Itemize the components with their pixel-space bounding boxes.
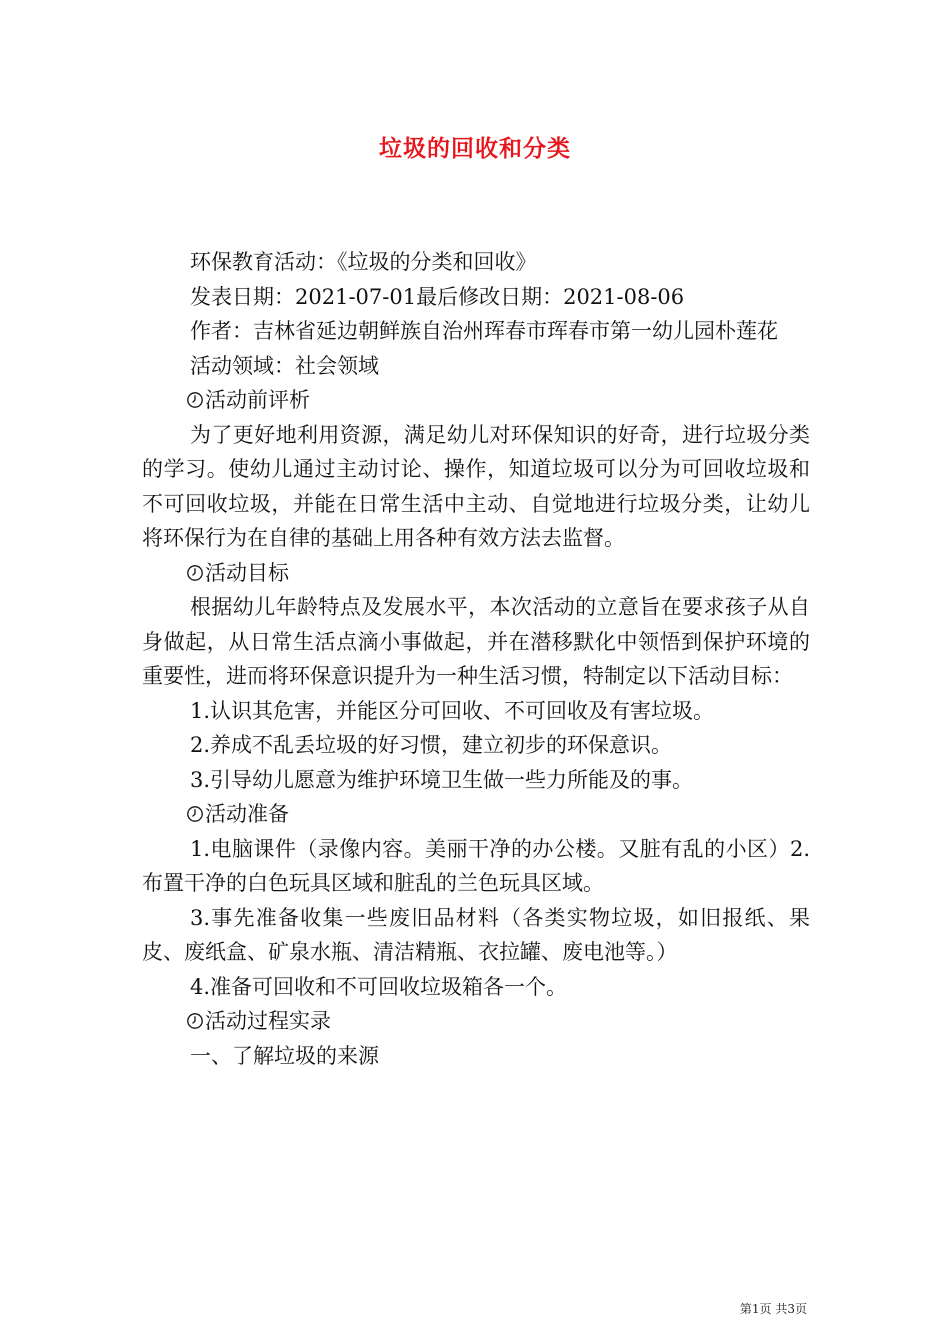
clock-bullet-icon [186, 564, 204, 582]
list-item: 3.事先准备收集一些废旧品材料（各类实物垃圾，如旧报纸、果皮、废纸盒、矿泉水瓶、清洁精瓶、衣拉罐、废电池等。） [142, 905, 810, 964]
paragraph: 发表日期：2021-07-01最后修改日期：2021-08-06 [190, 284, 685, 309]
clock-bullet-icon [186, 805, 204, 823]
section-heading: 活动过程实录 [142, 1004, 810, 1039]
page-number-footer: 第1页 共3页 [739, 1302, 807, 1316]
clock-bullet-icon [186, 391, 204, 409]
list-item: 3.引导幼儿愿意为维护环境卫生做一些力所能及的事。 [190, 767, 694, 792]
document-title: 垃圾的回收和分类 [379, 136, 571, 162]
paragraph: 根据幼儿年龄特点及发展水平，本次活动的立意旨在要求孩子从自身做起，从日常生活点滴小事做起，并在潜移默化中领悟到保护环境的重要性，进而将环保意识提升为一种生活习惯，特制定以下活动目标： [142, 595, 810, 688]
section-heading: 活动目标 [142, 556, 810, 591]
clock-bullet-icon [186, 1012, 204, 1030]
section-heading: 活动前评析 [142, 383, 810, 418]
list-item: 1.电脑课件（录像内容。美丽干净的办公楼。又脏有乱的小区）2.布置干净的白色玩具区域和脏乱的兰色玩具区域。 [142, 836, 810, 895]
paragraph: 活动领域：社会领域 [190, 353, 379, 378]
section-heading: 活动准备 [142, 797, 810, 832]
paragraph: 作者：吉林省延边朝鲜族自治州珲春市珲春市第一幼儿园朴莲花 [190, 319, 778, 343]
document-body [142, 245, 810, 1073]
list-item: 2.养成不乱丢垃圾的好习惯，建立初步的环保意识。 [190, 733, 673, 757]
paragraph: 一、了解垃圾的来源 [190, 1043, 379, 1068]
list-item: 4.准备可回收和不可回收垃圾箱各一个。 [190, 974, 568, 999]
list-item: 1.认识其危害，并能区分可回收、不可回收及有害垃圾。 [190, 698, 715, 723]
paragraph: 环保教育活动：《垃圾的分类和回收》 [190, 250, 537, 274]
paragraph: 为了更好地利用资源，满足幼儿对环保知识的好奇，进行垃圾分类的学习。使幼儿通过主动讨论、操作，知道垃圾可以分为可回收垃圾和不可回收垃圾，并能在日常生活中主动、自觉地进行垃圾分类，让幼儿将环保行为在自律的基础上用各种有效方法去监督。 [142, 422, 810, 550]
